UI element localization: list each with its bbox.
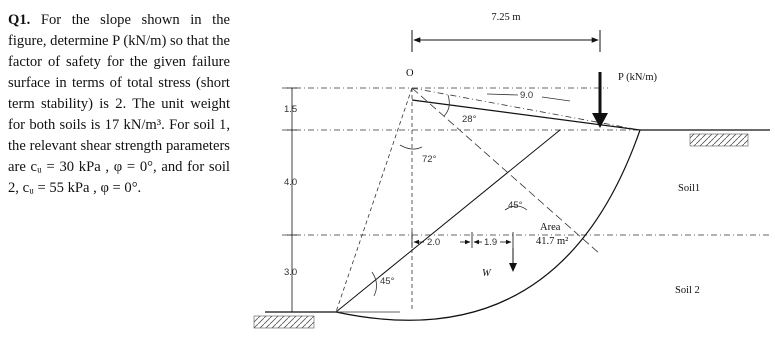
center-label: O [406, 68, 414, 79]
angle-center-label: 72° [422, 154, 437, 165]
arc-45-bottom [372, 272, 377, 296]
angle-bottom-label: 45° [380, 276, 395, 287]
load-label: P (kN/m) [618, 72, 657, 83]
slope-length-label: 9.0 [520, 90, 534, 101]
dim-label-b: 1.9 [484, 237, 498, 248]
arc-28 [444, 95, 449, 116]
question-body: For the slope shown in the figure, determine P (kN/m) so that the factor of safety for the given failure surface in terms of total stress (short term stability) is 2. The unit weight for both soils is 17 kN/m³. For soil 1, the relevant shear strength parameters are cᵤ = 30 kPa , φ = 0°, and for soil 2, cᵤ = 55 kPa , φ = 0°. [8, 12, 230, 196]
dim-label-a: 2.0 [427, 237, 441, 248]
dim-left-1: 1.5 [284, 104, 298, 115]
area-label: Area [540, 222, 561, 233]
angle-failure-label: 45° [508, 200, 523, 211]
ground-hatch-right [690, 134, 748, 146]
question-number: Q1. [8, 12, 31, 28]
failure-surface-arc [336, 130, 640, 320]
area-value: 41.7 m² [536, 236, 569, 247]
ground-hatch-left [254, 316, 314, 328]
angle-top-label: 28° [462, 114, 477, 125]
top-dimension-label: 7.25 m [491, 12, 521, 23]
radius-to-toe [336, 88, 412, 312]
soil2-label: Soil 2 [675, 285, 700, 296]
slope-face [336, 130, 560, 312]
dim-left-3: 3.0 [284, 267, 298, 278]
dim-left-2: 4.0 [284, 177, 298, 188]
weight-arrow-head [509, 263, 517, 272]
soil1-label: Soil1 [678, 183, 701, 194]
weight-label: W [482, 268, 491, 279]
arc-72 [400, 145, 422, 149]
